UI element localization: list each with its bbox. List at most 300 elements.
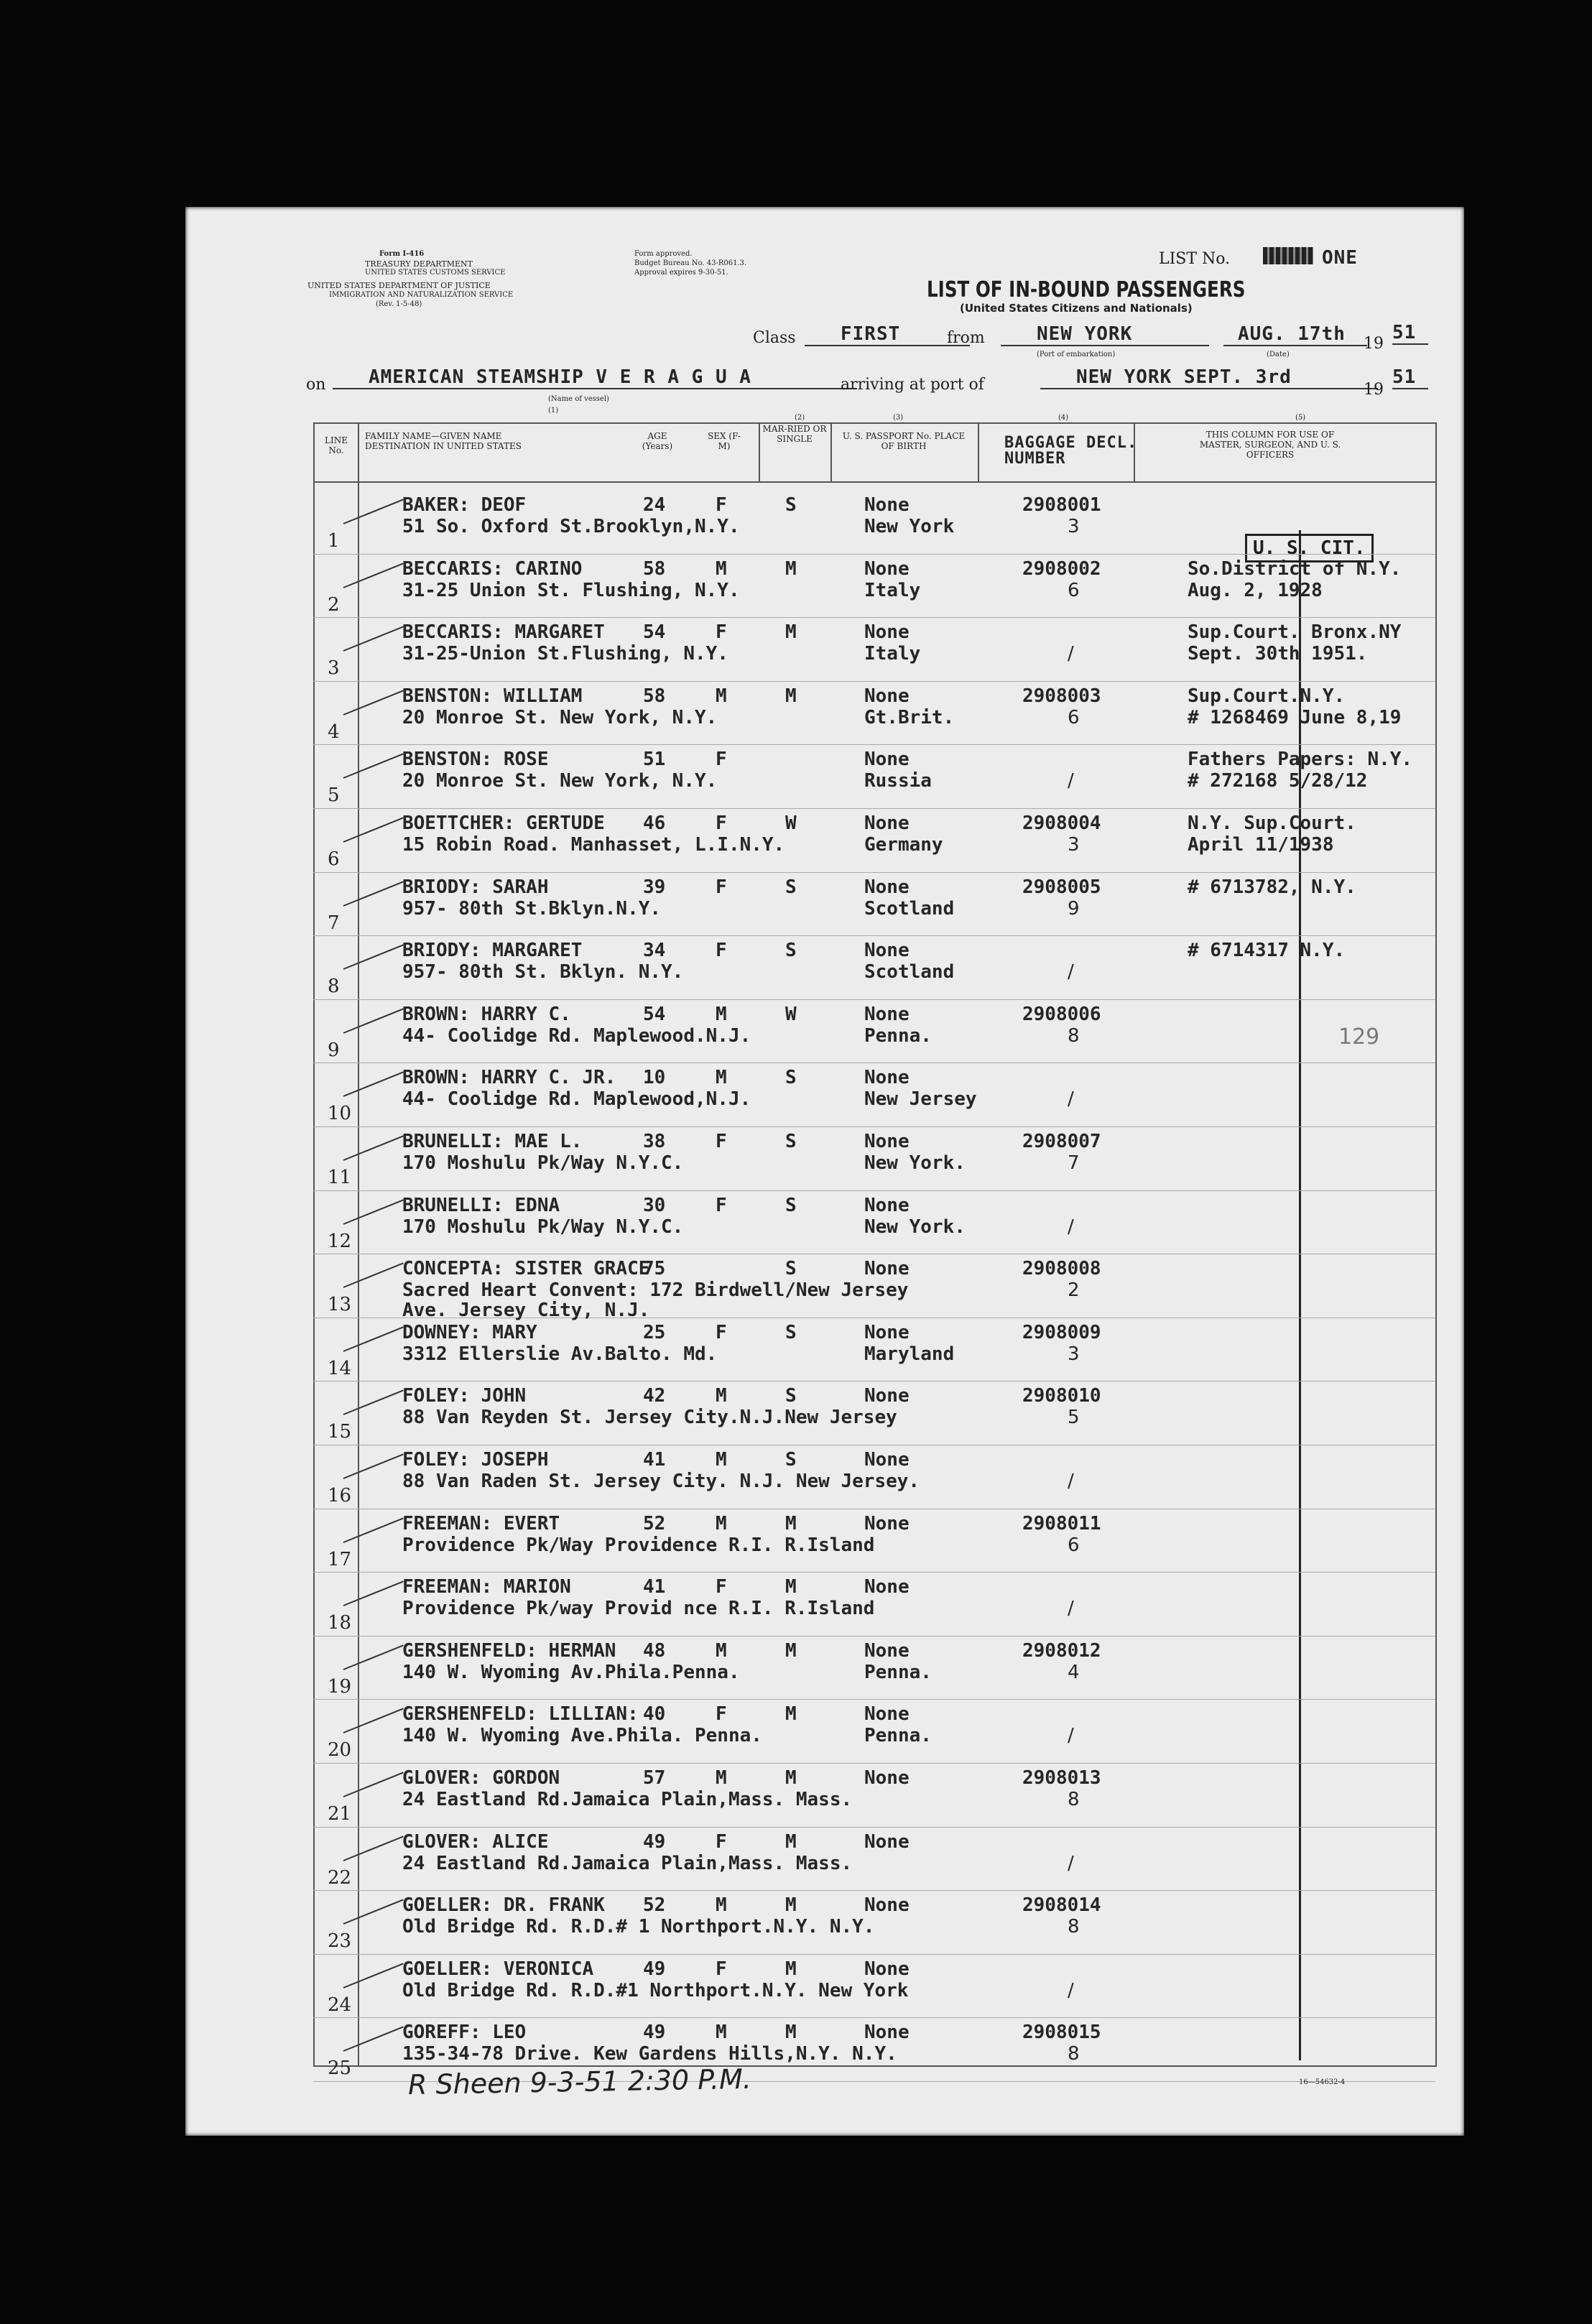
cell-decl: 2908011 [1022, 1512, 1101, 1534]
line-number: 4 [328, 721, 340, 743]
cell-birth: Maryland [864, 1343, 955, 1365]
cell-age: 48 [643, 1639, 666, 1662]
cell-name: BAKER: DEOF [402, 494, 527, 516]
cell-ms: M [785, 1958, 797, 1980]
cell-dest: 140 W. Wyoming Ave.Phila. Penna. [402, 1725, 762, 1747]
cell-pcs: / [1068, 1725, 1074, 1747]
cell-ms: M [785, 1512, 797, 1534]
cell-decl: 2908004 [1022, 813, 1101, 834]
cell-pp: None [864, 1258, 910, 1280]
cell-name: GERSHENFELD: HERMAN [402, 1639, 616, 1662]
cell-sex: F [716, 940, 727, 962]
row-rule [313, 808, 1435, 809]
us-citizen-stamp: U. S. CIT. [1245, 534, 1374, 563]
line-number: 13 [328, 1294, 352, 1316]
cell-pcs: 3 [1068, 1343, 1080, 1365]
col-header-baggage: BAGGAGE DECL. NUMBER [1004, 434, 1138, 468]
cell-pp: None [864, 1639, 910, 1662]
cell-ms: S [785, 1258, 797, 1280]
cell-age: 42 [643, 1385, 666, 1407]
cell-sex: F [716, 1576, 727, 1598]
cell-decl: 2908002 [1022, 557, 1101, 580]
cell-name: GOELLER: DR. FRANK [402, 1894, 605, 1917]
cell-dest: 51 So. Oxford St.Brooklyn,N.Y. [402, 516, 740, 537]
list-no-strike [1263, 247, 1313, 264]
cell-dest: 31-25 Union St. Flushing, N.Y. [402, 579, 740, 601]
cell-ms: W [785, 813, 797, 834]
from-label: from [947, 329, 985, 347]
col-divider [830, 422, 832, 481]
cell-pcs: 6 [1068, 706, 1080, 728]
cell-pcs: / [1068, 1852, 1074, 1874]
cell-dest: Sacred Heart Convent: 172 Birdwell/New Jersey [402, 1279, 909, 1302]
cell-sex: F [716, 621, 727, 644]
line-number: 10 [328, 1103, 352, 1125]
cell-birth: Scotland [864, 961, 955, 983]
cell-birth: Penna. [864, 1024, 932, 1047]
year-value: 51 [1392, 366, 1428, 389]
col-divider [358, 422, 359, 2065]
form-code: 16—54632-4 [1299, 2078, 1346, 2086]
col-divider [759, 422, 760, 481]
cell-age: 54 [643, 621, 666, 644]
row-rule [313, 744, 1435, 745]
cell-name: GERSHENFELD: LILLIAN: [402, 1703, 639, 1726]
cell-age: 58 [643, 685, 666, 707]
col-num: (1) [548, 407, 559, 415]
cell-sex: F [716, 813, 727, 834]
row-rule [313, 2017, 1435, 2018]
cell-age: 49 [643, 2022, 666, 2044]
col-header-line-no: LINE No. [325, 435, 348, 455]
cell-age: 40 [643, 1703, 666, 1726]
cell-r2: # 1268469 June 8,19 [1188, 706, 1402, 728]
col-header-passport: U. S. PASSPORT No. PLACE OF BIRTH [842, 431, 966, 451]
cell-ms: S [785, 1194, 797, 1216]
cell-r1: Fathers Papers: N.Y. [1188, 749, 1413, 771]
cell-age: 46 [643, 813, 666, 834]
line-number: 9 [328, 1039, 340, 1061]
cell-pcs: 5 [1068, 1407, 1080, 1429]
line-number: 16 [328, 1485, 352, 1506]
inspector-signature: R Sheen 9-3-51 2:30 P.M. [407, 2063, 752, 2101]
vessel-caption: (Name of vessel) [548, 395, 609, 403]
cell-r2: # 272168 5/28/12 [1188, 770, 1368, 792]
cell-dest: 20 Monroe St. New York, N.Y. [402, 770, 718, 792]
cell-name: FREEMAN: EVERT [402, 1512, 560, 1534]
cell-sex: F [716, 1703, 727, 1726]
cell-pp: None [864, 1449, 910, 1471]
row-rule [313, 554, 1435, 555]
line-number: 24 [328, 1994, 352, 2016]
justice-dept: UNITED STATES DEPARTMENT OF JUSTICE [307, 281, 491, 290]
cell-ms: M [785, 1830, 797, 1853]
line-number: 20 [328, 1739, 352, 1761]
col-header-age: AGE (Years) [642, 431, 673, 451]
cell-dest: 140 W. Wyoming Av.Phila.Penna. [402, 1661, 740, 1683]
cell-decl: 2908007 [1022, 1131, 1101, 1152]
cell-ms: S [785, 940, 797, 962]
cell-pp: None [864, 876, 910, 898]
cell-age: 49 [643, 1958, 666, 1980]
cell-pp: None [864, 1576, 910, 1598]
cell-sex: F [716, 1958, 727, 1980]
row-rule [313, 1827, 1435, 1828]
col-num: (4) [1058, 414, 1069, 422]
cell-age: 25 [643, 1321, 666, 1343]
treasury-dept: TREASURY DEPARTMENT [365, 259, 473, 269]
list-no-value: ONE [1322, 247, 1358, 269]
cell-birth: Russia [864, 770, 932, 792]
cell-pcs: / [1068, 1216, 1074, 1238]
cell-decl: 2908006 [1022, 1003, 1101, 1025]
row-rule [313, 999, 1435, 1000]
cell-age: 34 [643, 940, 666, 962]
cell-dest: Old Bridge Rd. R.D.#1 Northport.N.Y. New York [402, 1979, 909, 2001]
cell-dest: 3312 Ellerslie Av.Balto. Md. [402, 1343, 718, 1365]
cell-ms: S [785, 1131, 797, 1152]
cell-age: 52 [643, 1894, 666, 1917]
cell-dest: 15 Robin Road. Manhasset, L.I.N.Y. [402, 834, 785, 856]
col-num: (5) [1295, 414, 1306, 422]
ins-service: IMMIGRATION AND NATURALIZATION SERVICE [329, 291, 514, 299]
cell-sex: F [716, 1131, 727, 1152]
col-header-name: FAMILY NAME—GIVEN NAME DESTINATION IN UNITED STATES [365, 431, 522, 451]
cell-name: BENSTON: ROSE [402, 749, 549, 771]
cell-pcs: 8 [1068, 1916, 1080, 1938]
cell-pcs: 3 [1068, 834, 1080, 856]
cell-dest: 44- Coolidge Rd. Maplewood.N.J. [402, 1024, 751, 1047]
cell-r2: April 11/1938 [1188, 834, 1334, 856]
cell-r1: # 6714317 N.Y. [1188, 940, 1346, 962]
cell-age: 54 [643, 1003, 666, 1025]
col-divider [978, 422, 979, 481]
cell-dest: Providence Pk/Way Providence R.I. R.Island [402, 1534, 875, 1556]
cell-birth: Germany [864, 834, 943, 856]
line-number: 11 [328, 1167, 352, 1188]
cell-pcs: 7 [1068, 1152, 1080, 1174]
cell-birth: Penna. [864, 1725, 932, 1747]
cell-pcs: 3 [1068, 516, 1080, 537]
line-number: 21 [328, 1803, 352, 1825]
cell-name: BRUNELLI: MAE L. [402, 1131, 583, 1152]
cell-age: 41 [643, 1576, 666, 1598]
cell-decl: 2908013 [1022, 1767, 1101, 1789]
line-number: 6 [328, 848, 340, 870]
year-prefix: 19 [1364, 381, 1384, 399]
cell-pcs: 4 [1068, 1661, 1080, 1683]
cell-age: 52 [643, 1512, 666, 1534]
cell-dest: 88 Van Raden St. Jersey City. N.J. New Jersey. [402, 1471, 920, 1492]
cell-dest: 88 Van Reyden St. Jersey City.N.J.New Jersey [402, 1407, 897, 1429]
year-value: 51 [1392, 322, 1428, 345]
cell-ms: M [785, 685, 797, 707]
cell-ms: W [785, 1003, 797, 1025]
cell-name: BRUNELLI: EDNA [402, 1194, 560, 1216]
cell-name: BRIODY: SARAH [402, 876, 549, 898]
cell-birth: New York [864, 516, 955, 537]
cell-sex: M [716, 1767, 727, 1789]
cell-pp: None [864, 557, 910, 580]
cell-pp: None [864, 621, 910, 644]
cell-dest: 170 Moshulu Pk/Way N.Y.C. [402, 1152, 684, 1174]
cell-birth: Italy [864, 643, 921, 665]
cell-sex: M [716, 1512, 727, 1534]
on-label: on [306, 376, 326, 394]
cell-ms: M [785, 621, 797, 644]
cell-sex: M [716, 685, 727, 707]
row-rule [313, 1699, 1435, 1700]
cell-birth: Italy [864, 579, 921, 601]
cell-age: 51 [643, 749, 666, 771]
cell-name: GLOVER: GORDON [402, 1767, 560, 1789]
cell-name: BECCARIS: CARINO [402, 557, 583, 580]
cell-pp: None [864, 1512, 910, 1534]
line-number: 2 [328, 593, 340, 616]
line-number: 3 [328, 657, 340, 680]
cell-birth: New York. [864, 1216, 966, 1238]
cell-pp: None [864, 1194, 910, 1216]
revision: (Rev. 1-5-48) [376, 300, 422, 308]
margin-number: 129 [1338, 1024, 1380, 1050]
cell-birth: New Jersey [864, 1088, 977, 1111]
cell-sex: F [716, 876, 727, 898]
cell-pp: None [864, 2022, 910, 2044]
cell-decl: 2908010 [1022, 1385, 1101, 1407]
cell-pp: None [864, 940, 910, 962]
form-subtitle: (United States Citizens and Nationals) [960, 302, 1193, 315]
cell-pcs: / [1068, 770, 1074, 792]
cell-sex: M [716, 1067, 727, 1089]
col-header-married: MAR-RIED OR SINGLE [762, 424, 827, 444]
departure-date: AUG. 17th [1223, 323, 1367, 346]
cell-decl: 2908015 [1022, 2022, 1101, 2044]
row-rule [313, 617, 1435, 618]
approval-line: Budget Bureau No. 43-R061.3. [634, 259, 747, 267]
cell-pcs: 9 [1068, 897, 1080, 920]
row-rule [313, 681, 1435, 682]
cell-pp: None [864, 685, 910, 707]
cell-decl: 2908012 [1022, 1639, 1101, 1662]
cell-r1: Sup.Court.N.Y. [1188, 685, 1346, 707]
row-rule [313, 1190, 1435, 1191]
cell-pp: None [864, 1958, 910, 1980]
cell-age: 30 [643, 1194, 666, 1216]
cell-name: GOREFF: LEO [402, 2022, 527, 2044]
line-number: 7 [328, 912, 340, 934]
cell-name: BRIODY: MARGARET [402, 940, 583, 962]
cell-r2: Sept. 30th 1951. [1188, 643, 1368, 665]
line-number: 19 [328, 1675, 352, 1698]
cell-decl: 2908005 [1022, 876, 1101, 898]
row-rule [313, 1126, 1435, 1127]
cell-pcs: / [1068, 643, 1074, 665]
cell-sex: F [716, 1194, 727, 1216]
cell-age: 24 [643, 494, 666, 516]
cell-age: 39 [643, 876, 666, 898]
cell-dest: 24 Eastland Rd.Jamaica Plain,Mass. Mass. [402, 1852, 853, 1874]
cell-decl: 2908001 [1022, 494, 1101, 516]
cell-name: FREEMAN: MARION [402, 1576, 571, 1598]
cell-ms: M [785, 1894, 797, 1917]
cell-age: 41 [643, 1449, 666, 1471]
cell-name: BOETTCHER: GERTUDE [402, 813, 605, 834]
cell-dest: 957- 80th St. Bklyn. N.Y. [402, 961, 684, 983]
cell-sex: M [716, 557, 727, 580]
cell-birth: Gt.Brit. [864, 706, 955, 728]
cell-ms: S [785, 876, 797, 898]
cell-pp: None [864, 749, 910, 771]
cell-pcs: 6 [1068, 579, 1080, 601]
cell-ms: M [785, 1576, 797, 1598]
cell-sex: M [716, 1385, 727, 1407]
cell-r1: # 6713782, N.Y. [1188, 876, 1356, 898]
row-rule [313, 1572, 1435, 1573]
cell-pcs: 6 [1068, 1534, 1080, 1556]
arriving-label: arriving at port of [841, 376, 984, 394]
cell-pcs: 8 [1068, 1024, 1080, 1047]
cell-pp: None [864, 1703, 910, 1726]
cell-pp: None [864, 494, 910, 516]
cell-age: 10 [643, 1067, 666, 1089]
line-number: 23 [328, 1930, 352, 1953]
port-embarkation: NEW YORK [1001, 323, 1209, 346]
cell-sex: M [716, 2022, 727, 2044]
form-number: Form I-416 [379, 250, 425, 258]
row-rule [313, 1890, 1435, 1891]
cell-sex: M [716, 1894, 727, 1917]
cell-name: BECCARIS: MARGARET [402, 621, 605, 644]
class-value: FIRST [805, 323, 970, 346]
cell-name: CONCEPTA: SISTER GRACE [402, 1258, 650, 1280]
cell-pcs: 8 [1068, 1789, 1080, 1810]
cell-age: 58 [643, 557, 666, 580]
cell-r1: So.District of N.Y. [1188, 557, 1402, 580]
line-number: 14 [328, 1357, 352, 1379]
cell-age: 75 [643, 1258, 666, 1280]
vessel-name: AMERICAN STEAMSHIP V E R A G U A [333, 366, 857, 389]
cell-dest: 170 Moshulu Pk/Way N.Y.C. [402, 1216, 684, 1238]
list-no-label: LIST No. [1159, 250, 1231, 268]
line-number: 17 [328, 1548, 352, 1570]
cell-birth: Penna. [864, 1661, 932, 1683]
cell-pp: None [864, 1385, 910, 1407]
line-number: 8 [328, 976, 340, 998]
cell-decl: 2908008 [1022, 1258, 1101, 1280]
cell-ms: S [785, 1067, 797, 1089]
cell-decl: 2908009 [1022, 1321, 1101, 1343]
cell-dest: 44- Coolidge Rd. Maplewood,N.J. [402, 1088, 751, 1111]
cell-birth: New York. [864, 1152, 966, 1174]
year-prefix: 19 [1364, 335, 1384, 353]
cell-pcs: / [1068, 1598, 1074, 1620]
cell-ms: M [785, 2022, 797, 2044]
cell-name: DOWNEY: MARY [402, 1321, 537, 1343]
cell-pp: None [864, 1003, 910, 1025]
cell-r1: N.Y. Sup.Court. [1188, 813, 1356, 834]
class-label: Class [753, 329, 796, 347]
cell-dest: Old Bridge Rd. R.D.# 1 Northport.N.Y. N.Y. [402, 1916, 875, 1938]
cell-name: GOELLER: VERONICA [402, 1958, 594, 1980]
cell-ms: S [785, 494, 797, 516]
cell-dest: 31-25-Union St.Flushing, N.Y. [402, 643, 728, 665]
row-rule [313, 1954, 1435, 1955]
cell-name: GLOVER: ALICE [402, 1830, 549, 1853]
cell-pp: None [864, 1131, 910, 1152]
line-number: 18 [328, 1612, 352, 1634]
cell-age: 38 [643, 1131, 666, 1152]
cell-sex: F [716, 494, 727, 516]
cell-name: BROWN: HARRY C. [402, 1003, 571, 1025]
cell-pcs: 2 [1068, 1279, 1080, 1302]
row-rule [313, 1763, 1435, 1764]
cell-pcs: / [1068, 1088, 1074, 1111]
cell-dest: 24 Eastland Rd.Jamaica Plain,Mass. Mass. [402, 1789, 853, 1810]
row-rule [313, 872, 1435, 873]
cell-dest: 957- 80th St.Bklyn.N.Y. [402, 897, 662, 920]
cell-sex: M [716, 1449, 727, 1471]
customs-service: UNITED STATES CUSTOMS SERVICE [365, 269, 506, 277]
col-num: (2) [795, 414, 805, 422]
cell-r1: Sup.Court. Bronx.NY [1188, 621, 1402, 644]
cell-pcs: / [1068, 961, 1074, 983]
cell-decl: 2908014 [1022, 1894, 1101, 1917]
cell-dest: 20 Monroe St. New York, N.Y. [402, 706, 718, 728]
cell-dest2: Ave. Jersey City, N.J. [402, 1300, 650, 1322]
cell-pcs: 8 [1068, 2043, 1080, 2065]
cell-dest: 135-34-78 Drive. Kew Gardens Hills,N.Y. N.Y. [402, 2043, 897, 2065]
line-number: 15 [328, 1421, 352, 1443]
line-number: 1 [328, 530, 340, 552]
cell-age: 49 [643, 1830, 666, 1853]
cell-pp: None [864, 1067, 910, 1089]
cell-pp: None [864, 1830, 910, 1853]
col-header-sex: SEX (F-M) [708, 431, 741, 451]
cell-name: BENSTON: WILLIAM [402, 685, 583, 707]
cell-ms: M [785, 1767, 797, 1789]
approval-line: Approval expires 9-30-51. [634, 269, 728, 277]
col-num: (3) [893, 414, 904, 422]
cell-name: FOLEY: JOHN [402, 1385, 527, 1407]
cell-sex: F [716, 749, 727, 771]
cell-pcs: / [1068, 1471, 1074, 1492]
cell-ms: S [785, 1321, 797, 1343]
cell-birth: Scotland [864, 897, 955, 920]
cell-pp: None [864, 1321, 910, 1343]
cell-sex: F [716, 1830, 727, 1853]
line-number: 12 [328, 1230, 352, 1252]
cell-sex: M [716, 1003, 727, 1025]
cell-ms: S [785, 1385, 797, 1407]
line-number: 22 [328, 1866, 352, 1889]
cell-sex: M [716, 1639, 727, 1662]
port-embarkation-caption: (Port of embarkation) [1037, 351, 1116, 358]
arrival-port-date: NEW YORK SEPT. 3rd [1040, 366, 1378, 389]
cell-decl: 2908003 [1022, 685, 1101, 707]
cell-r2: Aug. 2, 1928 [1188, 579, 1323, 601]
form-title: LIST OF IN-BOUND PASSENGERS [927, 277, 1246, 302]
cell-ms: M [785, 557, 797, 580]
cell-pp: None [864, 1894, 910, 1917]
cell-name: FOLEY: JOSEPH [402, 1449, 549, 1471]
cell-pp: None [864, 1767, 910, 1789]
cell-sex: F [716, 1321, 727, 1343]
cell-pp: None [864, 813, 910, 834]
line-number: 25 [328, 2057, 352, 2080]
header-rule [313, 481, 1435, 483]
cell-ms: S [785, 1449, 797, 1471]
row-rule [313, 935, 1435, 936]
